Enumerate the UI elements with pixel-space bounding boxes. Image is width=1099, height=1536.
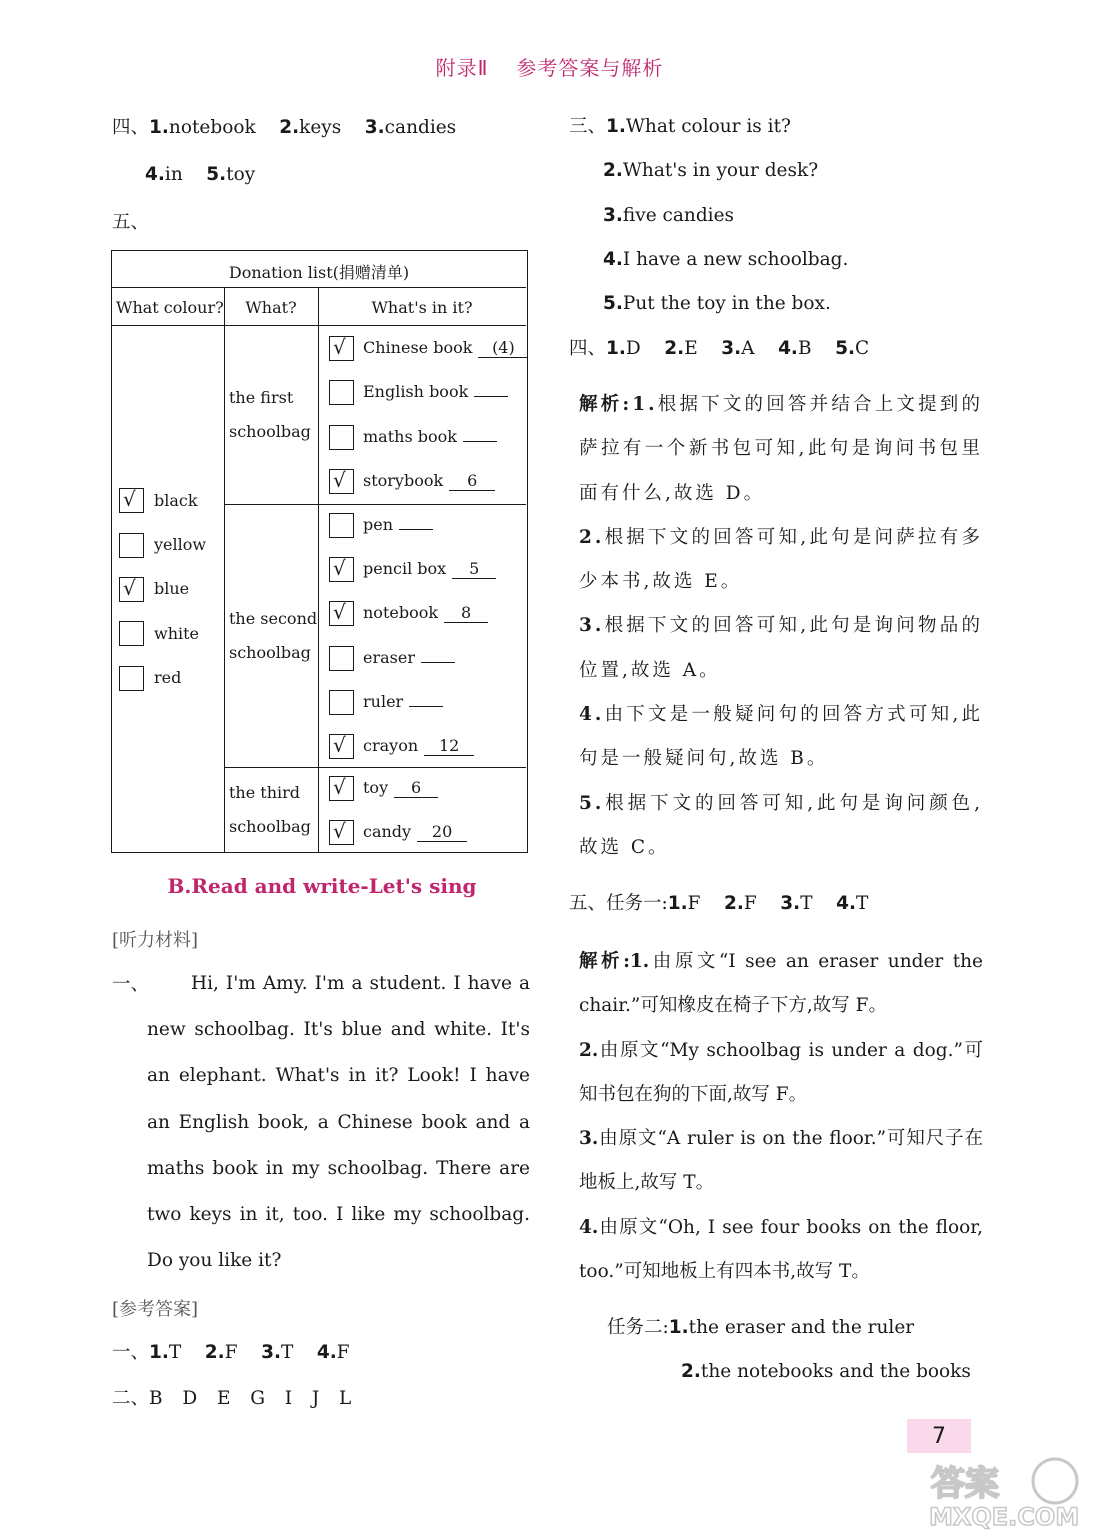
checkbox-black[interactable]: √ — [119, 488, 144, 513]
checkbox-white[interactable] — [119, 621, 144, 646]
page-number: 7 — [907, 1419, 971, 1453]
right-sec4-answers: 四、1.D 2.E 3.A 4.B 5.C — [569, 338, 870, 359]
colour-white: white — [154, 624, 200, 643]
svg-text:答案: 答案 — [931, 1464, 999, 1504]
checkbox-pencil-box[interactable]: √ — [329, 557, 354, 582]
col-header-contents: What's in it? — [371, 298, 473, 317]
svg-text:MXQE.COM: MXQE.COM — [929, 1503, 1080, 1531]
checkbox-english-book[interactable] — [329, 380, 354, 405]
checkbox-candy[interactable]: √ — [329, 820, 354, 845]
checkbox-notebook[interactable]: √ — [329, 601, 354, 626]
answer-label: [参考答案] — [112, 1299, 199, 1320]
right-sec3-1: 三、1.What colour is it? — [569, 116, 791, 137]
bag3-name2: schoolbag — [229, 817, 311, 836]
item-pencil-box: pencil box 5 — [363, 559, 496, 579]
left-sec4-line1: 四、1.notebook 2.keys 3.candies — [112, 117, 457, 138]
checkbox-toy[interactable]: √ — [329, 776, 354, 801]
colour-red: red — [154, 668, 182, 687]
page-header — [0, 52, 1099, 81]
colour-black: black — [154, 491, 198, 510]
listening-label: [听力材料] — [112, 930, 199, 951]
colour-blue: blue — [154, 579, 190, 598]
appendix-label: 附录Ⅱ — [435, 56, 489, 80]
item-storybook: storybook 6 — [363, 471, 495, 491]
item-maths-book: maths book — [363, 427, 497, 446]
expl4-p1: 解析:1.根据下文的回答并结合上文提到的萨拉有一个新书包可知,此句是询问书包里面有什么,故选 D。 — [579, 394, 983, 504]
expl4-p3: 3.根据下文的回答可知,此句是询问物品的位置,故选 A。 — [579, 615, 983, 681]
bag3-name1: the third — [229, 783, 301, 802]
checkbox-ruler[interactable] — [329, 690, 354, 715]
right-sec3-5: 5.Put the toy in the box. — [603, 293, 831, 314]
item-eraser: eraser — [363, 648, 455, 667]
donation-table — [111, 250, 528, 853]
listening-text: Hi, I'm Amy. I'm a student. I have a new schoolbag. It's blue and white. It's an elephant. What's in it? Look! I have an English book, a Chinese book and a maths book in my schoolbag. There are two keys in it, too. I like my schoolbag. Do you like it? — [147, 973, 530, 1272]
expl5-p2: 2.由原文“My schoolbag is under a dog.”可知书包在狗的下面,故写 F。 — [579, 1039, 983, 1105]
checkbox-chinese-book[interactable]: √ — [329, 336, 354, 361]
task2-line2: 2.the notebooks and the books — [681, 1361, 971, 1382]
colour-yellow: yellow — [154, 535, 207, 554]
checkbox-yellow[interactable] — [119, 533, 144, 558]
item-pen: pen — [363, 515, 433, 534]
answer-2-line: 二、B D E G I J L — [112, 1388, 352, 1409]
section-title-b: B.Read and write-Let's sing — [167, 874, 477, 898]
right-sec3-3: 3.five candies — [603, 205, 735, 226]
bag1-name1: the first — [229, 388, 294, 407]
expl5-p4: 4.由原文“Oh, I see four books on the floor, too.”可知地板上有四本书,故写 T。 — [579, 1216, 983, 1283]
table-title: Donation list(捐赠清单) — [228, 263, 410, 282]
right-sec3-4: 4.I have a new schoolbag. — [603, 249, 849, 270]
checkbox-maths-book[interactable] — [329, 425, 354, 450]
col-header-colour: What colour? — [116, 298, 224, 317]
item-notebook: notebook 8 — [363, 603, 488, 623]
watermark-logo — [925, 1455, 1085, 1531]
left-sec4-line2: 4.in 5.toy — [145, 164, 256, 185]
checkbox-pen[interactable] — [329, 513, 354, 538]
item-chinese-book: Chinese book (4) — [363, 338, 528, 358]
checkbox-blue[interactable]: √ — [119, 577, 144, 602]
item-ruler: ruler — [363, 692, 443, 711]
col-header-what: What? — [245, 298, 297, 317]
item-toy: toy 6 — [363, 778, 438, 798]
bag2-name1: the second — [229, 609, 318, 628]
right-sec5-answers: 五、任务一:1.F 2.F 3.T 4.T — [569, 893, 869, 914]
bag1-name2: schoolbag — [229, 422, 311, 441]
item-crayon: crayon 12 — [363, 736, 474, 756]
item-candy: candy 20 — [363, 822, 467, 842]
answer-1-line: 一、1.T 2.F 3.T 4.F — [112, 1342, 350, 1363]
checkbox-crayon[interactable]: √ — [329, 734, 354, 759]
expl4-p2: 2.根据下文的回答可知,此句是问萨拉有多少本书,故选 E。 — [579, 526, 983, 593]
right-sec3-2: 2.What's in your desk? — [603, 160, 819, 181]
item-english-book: English book — [363, 382, 508, 401]
checkbox-eraser[interactable] — [329, 646, 354, 671]
bag2-name2: schoolbag — [229, 643, 311, 662]
checkbox-storybook[interactable]: √ — [329, 469, 354, 494]
header-title: 参考答案与解析 — [516, 56, 664, 80]
expl4-p4: 4.由下文是一般疑问句的回答方式可知,此句是一般疑问句,故选 B。 — [579, 704, 983, 770]
explanation-sec5 — [579, 940, 983, 1294]
listening-prefix: 一、 — [112, 974, 150, 995]
task2-line1: 任务二:1.the eraser and the ruler — [607, 1317, 915, 1338]
left-sec5-label: 五、 — [112, 212, 150, 233]
expl5-p1: 解析:1.由原文“I see an eraser under the chair.”可知橡皮在椅子下方,故写 F。 — [579, 951, 983, 1017]
expl5-p3: 3.由原文“A ruler is on the floor.”可知尺子在地板上,故写 T。 — [579, 1128, 983, 1194]
expl4-p5: 5.根据下文的回答可知,此句是询问颜色,故选 C。 — [579, 792, 983, 858]
explanation-sec4 — [579, 383, 983, 870]
checkbox-red[interactable] — [119, 666, 144, 691]
